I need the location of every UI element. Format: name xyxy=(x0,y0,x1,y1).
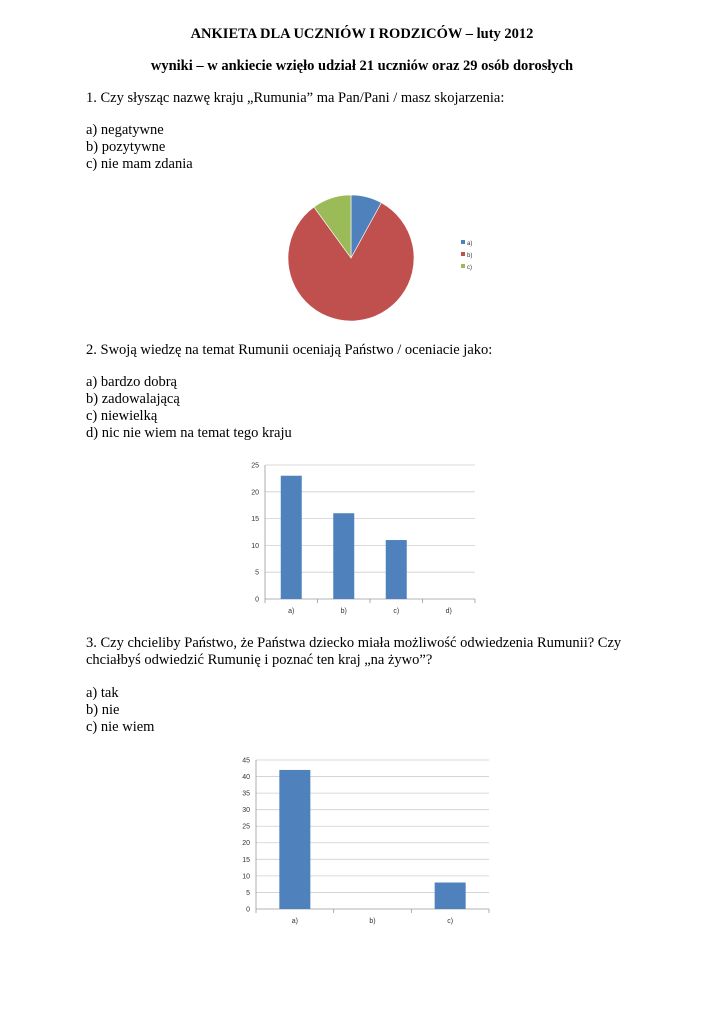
y-tick-label-5: 5 xyxy=(246,889,250,897)
q3-answer-a: a) tak xyxy=(86,685,119,701)
bar-1 xyxy=(281,476,302,599)
x-tick-label-3: c) xyxy=(393,608,400,615)
y-tick-label-45: 45 xyxy=(242,757,250,765)
q1-answer-a: a) negatywne xyxy=(86,122,164,138)
legend-swatch-2 xyxy=(461,252,465,256)
y-tick-label-30: 30 xyxy=(242,807,250,815)
q1-answer-b: b) pozytywne xyxy=(86,139,166,155)
y-tick-label-20: 20 xyxy=(251,489,259,497)
y-tick-label-15: 15 xyxy=(242,856,250,864)
document-subtitle: wyniki – w ankiecie wzięło udział 21 uczniów oraz 29 osób dorosłych xyxy=(150,58,574,74)
x-tick-label-1: a) xyxy=(288,608,295,615)
y-tick-label-5: 5 xyxy=(255,569,259,577)
x-tick-label-2: b) xyxy=(369,918,376,925)
q3-answer-b: b) nie xyxy=(86,702,120,718)
bar-3 xyxy=(386,540,407,599)
question-2: 2. Swoją wiedzę na temat Rumunii oceniają Państwo / oceniacie jako: xyxy=(86,342,493,358)
y-tick-label-40: 40 xyxy=(242,774,250,782)
y-tick-label-0: 0 xyxy=(246,906,250,914)
document-title: ANKIETA DLA UCZNIÓW I RODZICÓW – luty 2012 xyxy=(190,26,534,42)
bar-3 xyxy=(435,883,466,909)
legend-label-2: b) xyxy=(467,253,473,259)
y-tick-label-25: 25 xyxy=(242,823,250,831)
y-tick-label-35: 35 xyxy=(242,790,250,798)
x-tick-label-3: c) xyxy=(447,918,454,925)
y-tick-label-0: 0 xyxy=(255,596,259,604)
y-tick-label-20: 20 xyxy=(242,840,250,848)
q3-answer-c: c) nie wiem xyxy=(86,719,155,735)
q1-answer-c: c) nie mam zdania xyxy=(86,156,193,172)
bar-chart-q3 xyxy=(220,750,510,940)
q2-answer-d: d) nic nie wiem na temat tego kraju xyxy=(86,425,292,441)
bar-2 xyxy=(333,513,354,599)
bar-chart-q2 xyxy=(230,455,490,620)
q2-answer-a: a) bardzo dobrą xyxy=(86,374,177,390)
question-3-line-1: 3. Czy chcieliby Państwo, że Państwa dziecko miała możliwość odwiedzenia Rumunii? Czy xyxy=(86,635,622,651)
legend-swatch-1 xyxy=(461,240,465,244)
y-tick-label-15: 15 xyxy=(251,516,259,524)
question-3-line-2: chciałbyś odwiedzić Rumunię i poznać ten kraj „na żywo”? xyxy=(86,652,433,668)
q2-answer-b: b) zadowalającą xyxy=(86,391,180,407)
question-1: 1. Czy słysząc nazwę kraju „Rumunia” ma Pan/Pani / masz skojarzenia: xyxy=(86,90,505,106)
legend-swatch-3 xyxy=(461,264,465,268)
q2-answer-c: c) niewielką xyxy=(86,408,158,424)
bar-1 xyxy=(279,770,310,909)
legend-label-3: c) xyxy=(467,265,472,271)
x-tick-label-4: d) xyxy=(445,608,452,615)
legend-label-1: a) xyxy=(467,241,473,247)
x-tick-label-1: a) xyxy=(291,918,298,925)
y-tick-label-10: 10 xyxy=(251,542,259,550)
pie-chart-q1 xyxy=(270,185,500,330)
x-tick-label-2: b) xyxy=(340,608,347,615)
y-tick-label-10: 10 xyxy=(242,873,250,881)
y-tick-label-25: 25 xyxy=(251,462,259,470)
